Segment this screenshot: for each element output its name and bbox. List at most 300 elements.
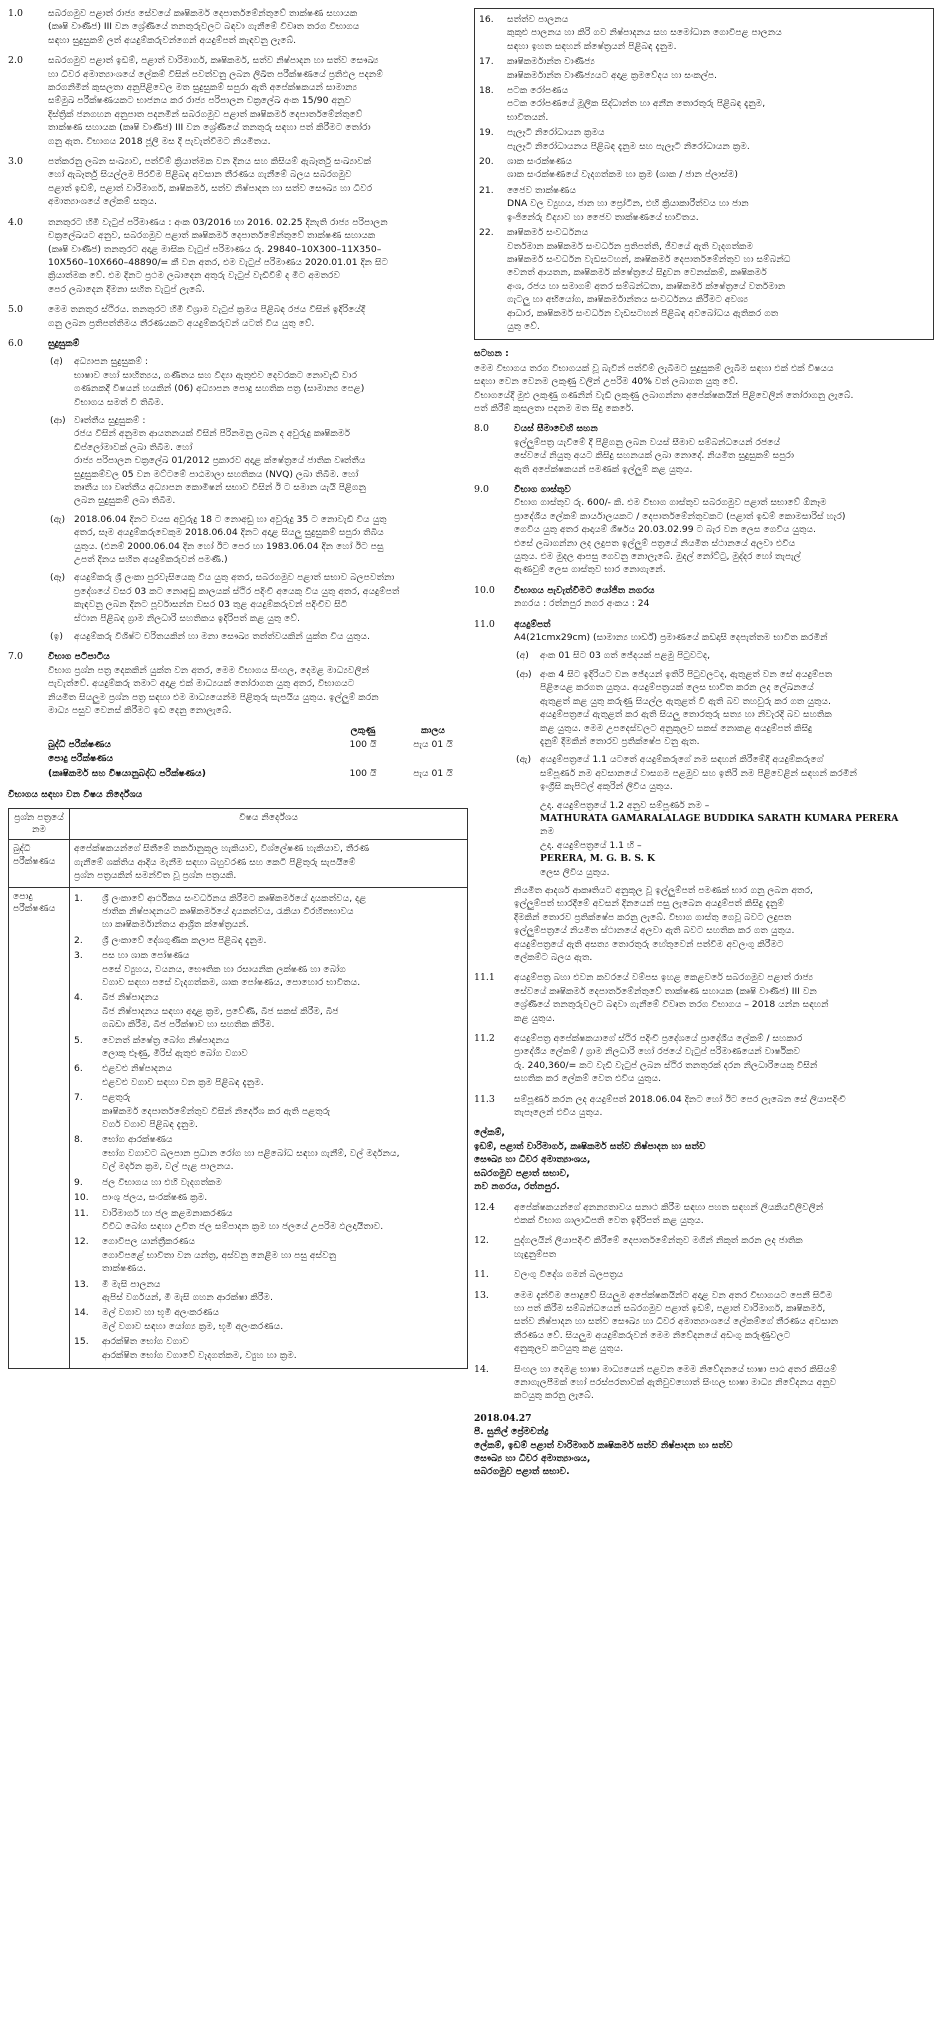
example-intro: උදා. අයදුම්පත්‍රයේ 1.2 අනුව සම්පූර්ණ නම – — [540, 799, 710, 811]
text-line: රජය විසින් අනුමත ආයතනයක් විසින් පිරිනමනු ලබන ද අවුරුදු කෘෂිකර්ම — [74, 428, 351, 440]
section-number: 11.3 — [474, 1093, 495, 1105]
subject-item — [74, 1336, 463, 1363]
text-line: වගාව සඳහා පසේ වැදගත්කම, ශාක පෝෂණය, පොහොර භාවිතය. — [102, 977, 361, 988]
subject-item — [74, 1192, 463, 1205]
table-row — [9, 840, 468, 887]
text-line: ශ්‍රී ලංකාවේ ආර්ථිකය සංවර්ධනය කිරීමට කෘෂිකර්මයේ දායකත්වය, දළ — [102, 892, 367, 904]
section-number: 14. — [474, 1363, 489, 1375]
text-line: වාරිමාර්ග හා ජල කළමනාකරණය — [102, 1207, 233, 1219]
syllabus-cell — [70, 887, 468, 1368]
text-line: බීජ නිෂ්පාදනය සඳහා අදාළ ක්‍රම, ප්‍රවේණි, බීජ සකස් කිරීම, බීජ — [102, 1005, 339, 1017]
text-line: මෙම තනතුර ස්ථිරය. තනතුරට හිමි විශ්‍රාම වැටුප් ක්‍රමය පිළිබඳ රජය විසින් ඉදිරියේදී — [48, 304, 366, 316]
section-number: 11. — [474, 1269, 489, 1281]
text-line: නියමිත සියලුම ප්‍රශ්න පත්‍ර සඳහා එම මාධ්‍යයෙන්ම පිළිතුරු සැපයිය යුතුය. ඉල්ලුම් කරන — [48, 691, 379, 703]
subject-number: 3. — [74, 950, 83, 962]
section-number: 11.0 — [474, 618, 495, 630]
subject-item — [74, 893, 463, 933]
text-line: පස හා ශාක පෝෂණය — [102, 950, 190, 962]
text-line: ලොකු ළූණු, මිරිස් ඇතුළු බෝග වගාව — [102, 1048, 248, 1060]
text-line: යුතුය. (එනම් 2000.06.04 දින හෝ ඊට පෙර හා 1983.06.04 දින හෝ ඊට පසු — [74, 540, 384, 552]
subject-item — [74, 1236, 463, 1276]
text-line: එළවළු වගාව සඳහා වන ක්‍රම පිළිබඳ දැනුම. — [102, 1076, 264, 1088]
subject-title: සත්ත්ව පාලනය — [507, 14, 569, 25]
text-line: ඩිප්ලෝමාවක් ලබා තිබීම. හෝ — [74, 441, 193, 453]
item-mark: (ඇ) — [50, 513, 66, 525]
qualification-character — [48, 631, 468, 643]
example-name: MATHURATA GAMARALALAGE BUDDIKA SARATH KUMARA PERERA — [540, 812, 899, 824]
table-row — [475, 9, 934, 340]
form-item — [514, 754, 934, 793]
section-number: 11.2 — [474, 1033, 495, 1045]
qualification-residence — [48, 572, 468, 625]
section-title: විභාගය පැවැත්වීමට යෝජිත නගරය — [514, 584, 655, 596]
text-line: පටක රෝපණයේ මූලික සිද්ධාන්ත හා අනීන තොරතුරු පිළිබඳ දැනුම, — [507, 98, 766, 110]
notice-date: 2018.04.27 — [474, 1412, 532, 1424]
section-12 — [474, 1235, 934, 1261]
text-line: බීජ නිෂ්පාදනය — [102, 992, 159, 1004]
text-line: යුතුය. එම මුදල ආපසු ගෙවනු නොලැබේ. මුදල් නෝට්ටු, මුද්දර හෝ තැපැල් — [514, 551, 801, 563]
text-line: ආරක්ෂිත භෝග වගාව — [102, 1336, 189, 1348]
text-line: හැඳුනුම්පත — [514, 1248, 557, 1260]
marks-header: ලකුණු — [350, 724, 376, 736]
text-line: පාංශු ජලය, සංරක්ෂණ ක්‍රම. — [102, 1192, 208, 1204]
text-line: අපේක්ෂකයන්ගේ අනන්‍යතාවය සනාථ කිරීම සඳහා පහත සඳහන් ලියකියවිලිවලින් — [514, 1201, 824, 1213]
text-line: DNA වල ව්‍යුහය, ජාන හා ප්‍රෝටීන, එහි ක්‍රියාකාරීත්වය හා ජාන — [507, 198, 749, 210]
section-5 — [8, 304, 468, 330]
text-line: මෙම දැන්වීම පොදුවේ සියලුම අපේක්ෂකයින්ට අදාළ වන අතර විභාගයට පෙනී සිටීම — [514, 1289, 833, 1301]
subject-number: 9. — [74, 1176, 83, 1188]
text-line: ලේකම්ට බලය ඇත. — [514, 952, 593, 963]
syllabus-title: විභාගය සඳහා වන විෂය නිර්දේශය — [8, 789, 143, 801]
table-header-cell: ප්‍රශ්න පත්‍රයේ නම — [9, 808, 70, 840]
note-title: සටහන : — [474, 348, 509, 360]
text-line: සිංහල හා දෙමළ භාෂා මාධ්‍යයෙන් පළවන මෙම නිවේදනයේ භාෂා පාඨ අතර කිසියම් — [514, 1363, 837, 1375]
text-line: ඉල්ලුම්පත් භාරදීමේ අවසන් දිනයෙන් පසු ලැබෙන අයදුම්පත් කිසිදු දැනුම් — [514, 898, 784, 910]
text-line: ආධාර, කෘෂිකර්ම සංවර්ධන වැඩසටහන් පිළිබඳ අවබෝධය ඇතිකර ගත — [507, 307, 779, 319]
text-line: ගබඩා කිරීම, බීජ පරීක්ෂාව හා සහතික කිරීම. — [102, 1019, 275, 1031]
text-line: සබරගමුව පළාත් ඉඩම්, පළාත් වාරිමාර්ග, කෘෂිකර්ම, සත්ව නිෂ්පාදන හා සත්ව සෞඛ්‍ය — [48, 55, 379, 67]
text-line: සඳහා ඉහත සඳහන් ක්ෂේත්‍රයන් පිළිබඳ දැනුම. — [507, 40, 677, 52]
text-line: කළ යුතුය. — [514, 1012, 555, 1024]
text-line: තීරණය වේ. සියලුම අයදුම්කරුවන් මෙම නිවේදනයේ අඩංගු කරුණුවලට — [514, 1329, 791, 1341]
text-line: ප්‍රදේශයේ වසර 03 කට නොඅඩු කාලයක් ස්ථිර පදිංචි අයෙකු විය යුතු අතර, අයදුම්පත් — [74, 585, 400, 597]
text-line: වර්තමාන කෘෂිකර්ම සංවර්ධන ප්‍රතිපත්ති, ජීවයේ ඇති වැදගත්කම — [507, 240, 754, 252]
subject-number: 6. — [74, 1063, 83, 1075]
text-line: පසේ ව්‍යුහය, වයනය, භෞතික හා රසායනික ලක්ෂණ හා බෝග — [102, 963, 346, 975]
signature-block — [474, 1413, 934, 1479]
subject-number: 2. — [74, 934, 83, 946]
table-header-cell: විෂය නිර්දේශය — [70, 808, 468, 840]
text-line: ගනු ලබන ප්‍රතිපත්තිමය තීරණයකට අයදුම්කරුවන් යටත් විය යුතු වේ. — [48, 317, 315, 329]
text-line: භෝග ආරක්ෂණය — [102, 1134, 173, 1146]
text-line: ප්‍රාදේශීය ලේකම් / ග්‍රාම නිලධාරි හෝ රජයේ වැටුප් පරිමාණයෙන් වාර්ෂිකව — [514, 1046, 801, 1058]
text-line: ශාක සංරක්ෂණයේ වැදගත්කම හා ක්‍රම (ශාක / ජාන ප්ලාස්ම) — [507, 169, 738, 181]
text-line: ශ්‍රී ලංකාවේ දේශගුණික කලාප පිළිබඳ දැනුම. — [102, 934, 267, 946]
text-line: ප්‍රාදේශීය ලේකම් කාර්යාලයකට / දෙපාර්තමේන්තුවකට (පළාත් ඉඩම් කොමසාරිස් හැර) — [514, 510, 846, 522]
subject-number: 15. — [74, 1336, 89, 1348]
text-line: ඇණවුම් ලෙස ගාස්තුව භාර නොගැනේ. — [514, 564, 666, 576]
text-line: භාවිතයන්. — [507, 111, 549, 123]
subject-number: 12. — [74, 1236, 89, 1248]
text-line: ඉංග්‍රීසි කැපිටල් අකුරින් ලිවිය යුතුය. — [540, 781, 673, 793]
example2-tail: ලෙස ලිවිය යුතුය. — [540, 866, 610, 878]
text-line: පුද්ගලයින් ලියාපදිංචි කිරීමේ දෙපාර්තමේන්තුව මගින් නිකුත් කරන ලද ජාතික — [514, 1235, 803, 1247]
address-line: ඉඩම්, පළාත් වාරිමාර්ග, කෘෂිකර්ම සත්ව නිෂ්පාදන හා සත්ව — [474, 1140, 706, 1152]
text-line: ගැනීමේ ශක්තිය ආදිය මැනීම සඳහා බහුවරණ සහ කෙටි පිළිතුරු සැපයීමේ — [74, 856, 356, 868]
section-qualifications — [8, 338, 468, 644]
right-column — [474, 8, 934, 1480]
paper-name: පොදු පරීක්ෂණය — [48, 753, 114, 765]
text-line: 2018.06.04 දිනට වයස අවුරුදු 18 ට නොඅඩු හා අවුරුදු 35 ට නොවැඩි විය යුතු — [74, 513, 387, 525]
text-line: කටයුතු කරනු ලැබේ. — [514, 1390, 594, 1402]
text-line: අයදුම්පත්‍රයේ ඇති අසත්‍ය තොරතුරු හේතුවෙන් පත්වීම අවලංගු කිරීමට — [514, 938, 784, 950]
text-line: අයදුම්පත්‍රයේ 1.1 යටතේ අයදුම්කරුගේ නම සඳහන් කිරීමේදී අයදුම්කරුගේ — [540, 754, 824, 766]
text-line: වෙනත් ආයතන, කෘෂිකර්ම ක්ෂේත්‍රයේ සිදුවන වෙනස්කම්, කෘෂිකර්ම — [507, 267, 767, 279]
qualification-age — [48, 514, 468, 567]
text-line: තෘතීය හා වෘත්තීය අධ්‍යාපන කොමිෂන් සභාව විසින් ඊ ට සමාන යැයි පිළිගනු — [74, 482, 366, 493]
text-line: ශ්‍රේණියේ තනතුරුවලට බඳවා ගැනීමේ විවෘත තරග විභාගය – 2018 යන්න සඳහන් — [514, 999, 829, 1011]
section-1 — [8, 8, 468, 47]
section-number: 12.4 — [474, 1201, 495, 1213]
text-line: විභාග ප්‍රශ්න පත්‍ර දෙකකින් යුක්ත වන අතර, මෙම විභාගය සිංහල, දෙමළ මාධ්‍යවලින් — [48, 664, 370, 676]
text-line: අතර, සෑම අයදුම්කරුවෙකුම 2018.06.04 දිනට අදාළ සියලු සුදුසුකම් සපුරා තිබිය — [74, 527, 384, 539]
text-line: ඉල්ලුම්පත්‍රයේ නියමිත ස්ථානයේ අලවා ඇති බවට සහතික කර ගත යුතුය. — [514, 925, 795, 937]
exam-papers-grid — [48, 724, 468, 782]
paper-time — [398, 752, 468, 766]
text-line: පළාත් ඉඩම්, පළාත් වාරිමාර්ග, කෘෂිකර්ම, සත්ව නිෂ්පාදන හා සත්ව සෞඛ්‍ය හා ධීවර — [48, 182, 373, 194]
section-number: 5.0 — [8, 304, 23, 316]
section-title: සුදුසුකම් — [48, 337, 80, 349]
subject-title: කෘෂිකර්ම සංවර්ධනය — [507, 227, 589, 239]
section-title: විභාග ගාස්තුව — [514, 484, 571, 495]
text-line: සේවයේ නියුතු අයට කිසිදු සහනයක් ලබා නොදේ. නියමිත සුදුසුකම් සපුරා — [514, 450, 795, 462]
text-line: වෙනත් ක්ෂේත්‍ර බෝග නිෂ්පාදනය — [102, 1034, 230, 1046]
text-line: භාෂාව හෝ සාහිත්‍යය, ගණිතය සහ විද්‍යා ඇතුළුව දෙවරකට නොවැඩි වාර — [74, 369, 358, 381]
item-mark: (අ) — [516, 650, 529, 662]
subject-item — [74, 1063, 463, 1090]
item-mark: (අ) — [50, 356, 63, 368]
text-line: සඳහා වෙන වෙනම ලකුණු වලින් උපරිම 40% වත් ලබාගත යුතු වේ. — [474, 376, 739, 388]
text-line: ගොවිපල යාන්ත්‍රීකරණය — [102, 1236, 196, 1248]
subject-number: 4. — [74, 992, 83, 1004]
subject-item — [479, 56, 929, 83]
text-line: උපත් දිනය සහිත අයදුම්කරුවන් පමණි.) — [74, 554, 228, 566]
section-number: 1.0 — [8, 8, 23, 19]
text-line: ගණනකදී විෂයන් හයකින් (06) අධ්‍යාපන පොදු සහතික පත්‍ර (සාමාන්‍ය පෙළ) — [74, 383, 365, 395]
section-number: 7.0 — [8, 651, 23, 663]
qualification-professional — [48, 415, 468, 508]
subject-number: 19. — [479, 127, 494, 139]
subject-title: ජෛව තාක්ෂණය — [507, 184, 577, 196]
text-line: සුදුසුකම්වල 05 වන මට්ටමේ පාඨමාලා සහතිකය (NVQ) ලබා තිබීම. හෝ — [74, 468, 359, 480]
section-10 — [474, 585, 934, 611]
text-line: එකක් විභාග ශාලාධිපති වෙත ඉදිරිපත් කළ යුතුය. — [514, 1214, 704, 1226]
signature-line: පී. සුනිල් ප්‍රේමචන්ද්‍ර — [474, 1426, 549, 1438]
section-14 — [474, 1364, 934, 1403]
text-line: එසේ ලබාගන්නා ලද ලදුපත ඉල්ලුම් පත්‍රයේ නියමිත ස්ථානයේ අලවා එවිය — [514, 537, 796, 549]
text-line: ගොවිපළේ භාවිතා වන යන්ත්‍ර, අස්වනු නෙළීම හා පසු අස්වනු — [102, 1249, 337, 1261]
text-line: කුකුළු පාලනය හා කිරි ගව නිෂ්පාදනය සහ සමෝධාන ගොවිපළ පාලනය — [507, 27, 782, 39]
text-line: කෘෂිකර්ම සංවර්ධන වැඩසටහන්, කෘෂිකර්ම දෙපාර්තමේන්තුව හා සම්බන්ධ — [507, 253, 791, 265]
text-line: සඳහා සුදුසුකම් ලත් අයදුම්කරුවන්ගෙන් අයදුම්පත් කැඳවනු ලැබේ. — [48, 34, 297, 46]
example-tail: නම — [540, 826, 555, 838]
text-line: භෝග වගාවට බලපාන ප්‍රධාන රෝග හා පළිබෝධ සඳහා ගැනීම්, වල් මර්දනය, — [102, 1147, 400, 1159]
text-line: අංශ, රජය හා සමාගම් අතර සම්බන්ධතා, කෘෂිකර්ම ක්ෂේත්‍රයේ වර්තමාන — [507, 280, 786, 292]
subject-item — [74, 1092, 463, 1132]
syllabus-block — [8, 789, 468, 1369]
text-line: ඉල්ලුම්පත්‍ර යැවීමේ දී පිළිගනු ලබන වයස් සීමාව සම්බන්ධයෙන් රජයේ — [514, 436, 781, 448]
grid-spacer — [48, 724, 328, 738]
text-line: අනුකූලව කටයුතු කළ යුතුය. — [514, 1343, 624, 1355]
text-line: හා පත් කිරීම සම්බන්ධයෙන් සබරගමුව පළාත් ඉඩම්, පළාත් වාරිමාර්ග, කෘෂිකර්ම, — [514, 1302, 826, 1314]
address-block — [474, 1127, 934, 1193]
text-line: හෝ ඇබෑර්තු සියල්ලම පිරවීම පිළිබඳ අවසාන තීරණය ගැනීමේ බලය සබරගමුව — [48, 169, 352, 181]
subject-item — [479, 127, 929, 154]
text-line: විවිධ බෝග සඳහා උචිත ජල සම්පාදන ක්‍රම හා ජලයේ උපරිම ඵලදායීතාව. — [102, 1220, 384, 1232]
item-mark: (ඇ) — [516, 754, 532, 766]
subject-number: 16. — [479, 14, 494, 25]
text-line: පැලෑටි නිරෝධායනය පිළිබඳ දැනුම සහ පැලෑටි නිරෝධායන ක්‍රම. — [507, 140, 750, 152]
text-line: වලංගු විදේශ ගමන් බලපත්‍රය — [514, 1269, 624, 1281]
subject-item — [479, 185, 929, 225]
text-line: පත්කරනු ලබන සංඛ්‍යාව, පත්වීම් ක්‍රියාත්මක වන දිනය සහ කිසියම් ඇබෑර්තු සංඛ්‍යාවක් — [48, 156, 372, 168]
text-line: විභාගය සමත් වී තිබීම. — [74, 396, 164, 408]
section-number: 10.0 — [474, 584, 495, 596]
text-line: ජල විභාගය හා එහි වැදගත්කම — [102, 1176, 222, 1188]
text-line: කළ යුතුය. මෙම උපදෙස්වලට අනුකූලව සකස් නොකළ අයදුම්පත් කිසිදු — [540, 722, 813, 734]
section-11-3 — [474, 1094, 934, 1120]
text-line: රාජ්‍ය පරිපාලන චක්‍රලේඛ 01/2012 ප්‍රකාරව අදාළ ක්ෂේත්‍රයේ ජාතික වෘත්තීය — [74, 455, 366, 467]
note-block — [474, 348, 934, 415]
subject-number: 11. — [74, 1207, 89, 1219]
subject-item — [479, 156, 929, 183]
text-line: අංක 4 සිට ඉදිරියට වන ජේදයන් ඉතිරි පිටුවලටද, ඇතුළත් වන සේ අයදුම්පත — [540, 668, 833, 680]
text-line: තැපෑලෙන් එවිය යුතුය. — [514, 1107, 603, 1119]
section-number: 12. — [474, 1235, 489, 1247]
text-line: මාධ්‍ය පසුව වෙනස් කිරීමට ඉඩ දෙනු නොලැබේ. — [48, 705, 232, 717]
section-11-passport — [474, 1269, 934, 1281]
text-line: තාක්ෂණය. — [102, 1263, 147, 1275]
text-line: (කෘෂි වාණිජ) III වන ශ්‍රේණියේ තනතුරුවලට බඳවා ගැනීමේ විවෘත තරග විභාගය — [48, 21, 360, 33]
example2-intro: උදා. අයදුම්පත්‍රයේ 1.1 හි – — [540, 839, 642, 851]
subject-number: 13. — [74, 1278, 89, 1290]
paper-time: පැය 01 යි — [413, 738, 453, 750]
paper-cell: බුද්ධි පරීක්ෂණය — [9, 840, 70, 887]
table-header-row — [9, 808, 468, 840]
text-line: දිස්ත්‍රික් ජනගහන අනුපාත පදනමින් සබරගමුව පළාත් කෘෂිකර්ම දෙපාර්තමේන්තුවේ — [48, 108, 363, 120]
text-line: අමාත්‍යාංශයේ ලේකම් සතුය. — [48, 196, 157, 208]
paper-marks — [328, 752, 398, 766]
text-line: නගරය : රත්නපුර නගර අංකය : 24 — [514, 598, 650, 610]
section-exam-scheme — [8, 651, 468, 781]
text-line: A4(21cmx29cm) (සාමාන්‍ය හාර්ඩ්) ප්‍රමාණයේ කඩදාසි දෙපැත්තම භාවිත කරමින් — [514, 632, 828, 644]
text-line: පිළියෙළ කරගත යුතුය. අයදුම්පත්‍රයක් ලෙස භාවිත කරන ලද ලේඛනයේ — [540, 682, 814, 694]
paper-marks: 100 යි — [349, 738, 377, 750]
text-line: අයදුම්කරු විශිෂ්ට චරිතයකින් හා මනා සෞඛ්‍ය තත්ත්වයකින් යුක්ත විය යුතුය. — [74, 631, 370, 643]
address-line: ලේකම්, — [474, 1127, 505, 1139]
text-line: අයදුම්පත්‍ර බහා එවන කවරයේ වම්පස ඉහළ කෙළවරේ සබරගමුව පළාත් රාජ්‍ය — [514, 972, 814, 984]
text-line: අංක 01 සිට 03 ගත් ජේදයක් පළමු පිටුවටද, — [540, 650, 711, 662]
qualification-education — [48, 356, 468, 409]
subject-number: 21. — [479, 184, 494, 196]
subject-number: 5. — [74, 1034, 83, 1046]
text-line: දැනුම් දීමකින් තොරව ප්‍රතික්ෂේප වනු ඇත. — [540, 735, 700, 747]
subject-number: 7. — [74, 1092, 83, 1104]
text-line: ඇපිස් වර්ගයන්, මී මැසි ගහන ආරක්ෂා කිරීම. — [102, 1291, 273, 1303]
text-line: කෘෂිකර්ම දෙපාර්තමේන්තුව විසින් නිර්දේශ කර ඇති පළතුරු — [102, 1105, 331, 1117]
section-11-2 — [474, 1033, 934, 1086]
time-header: කාලය — [420, 724, 446, 736]
address-line: නව නගරය, රත්නපුර. — [474, 1181, 560, 1193]
form-item — [514, 650, 934, 662]
text-line: හා ධීවර අමාත්‍යාංශයේ ලේකම් විසින් පවත්වනු ලබන ලිඛිත පරීක්ෂණයේ ප්‍රතිඵල පදනම් — [48, 68, 383, 80]
subject-item — [74, 1177, 463, 1190]
text-line: හා කෘෂිකර්මාන්තය ආශ්‍රිත ක්ෂේත්‍රයන්. — [102, 919, 249, 931]
text-line: ආරක්ෂිත භෝග වගාවේ වැදගත්කම, ව්‍යුහ හා ක්‍රම. — [102, 1349, 297, 1361]
text-line: ස්ථාන පිළිබඳ ග්‍රාම නිලධාරි සහතිකය ඉදිරිපත් කළ යුතු වේ. — [74, 612, 300, 624]
address-line: සබරගමුව පළාත් සභාව, — [474, 1167, 570, 1179]
section-number: 6.0 — [8, 337, 23, 349]
text-line: නියමිත ආදර්ශ ආකෘතියට අනුකූල වූ ඉල්ලුම්පත් පමණක් භාර ගනු ලබන අතර, — [514, 884, 813, 896]
section-number: 2.0 — [8, 55, 23, 67]
section-9 — [474, 484, 934, 577]
form-item — [514, 669, 934, 748]
paper-marks: 100 යි — [349, 767, 377, 779]
signature-line: සෞඛ්‍ය හා ධීවර අමාත්‍යාංශය, — [474, 1453, 591, 1464]
section-3 — [8, 156, 468, 209]
text-line: සම්පූර්ණ කරන ලද අයදුම්පත් 2018.06.04 දිනට හෝ ඊට පෙර ලැබෙන සේ ලියාපදිංචි — [514, 1093, 846, 1105]
text-line: ලබන සුදුසුකම් ලබා තිබීම. — [74, 495, 176, 507]
subject-item — [74, 1134, 463, 1174]
section-number: 13. — [474, 1289, 489, 1301]
text-line: රු. 240,360/= කට වැඩි වැටුප් ලබන ස්ථිර තනතුරක් දරන නිලධාරියෙකු විසින් — [514, 1059, 818, 1071]
text-line: සබරගමුව පළාත් රාජ්‍ය සේවයේ කෘෂිකර්ම දෙපාර්තමේන්තුවේ තාක්ෂණ සහායක — [48, 8, 358, 19]
text-line: ප්‍රශ්න පත්‍රයකින් සමන්විත වූ ප්‍රශ්න පත්‍රයකි. — [74, 870, 237, 882]
item-mark: (ආ) — [516, 668, 532, 680]
text-line: ගනු ඇත. විභාගය 2018 ජූලි මස දී පැවැත්වීමට නියමිතය. — [48, 135, 271, 147]
text-line: ගැටලු හා අභියෝග, කෘෂිකර්මාන්තය සංවර්ධනය කිරීමට අවශ්‍ය — [507, 294, 749, 306]
paper-name: (කෘෂිකර්ම සහ විෂයානුබද්ධ පරීක්ෂණය) — [48, 767, 206, 779]
syllabus-continuation-table — [474, 8, 934, 340]
name-example — [514, 800, 934, 879]
text-line: නොගැලපීමක් හෝ පරස්පරතාවක් ඇතිවුවහොත් සිංහල භාෂා මාධ්‍ය නිවේදනය අනුව — [514, 1376, 837, 1388]
text-line: විභාගයේදී මුළු ලකුණු ගණනින් වැඩි ලකුණු ලබාගන්නා අපේක්ෂකයින් පිළිවෙලින් තෝරාගනු ලැබේ. — [474, 389, 854, 401]
subject-number: 10. — [74, 1192, 89, 1204]
section-2 — [8, 55, 468, 148]
text-line: දීමකින් තොරව ප්‍රතික්ෂේප කරනු ලැබේ. විභාග ගාස්තු ගෙවූ බවට ලදුපත — [514, 911, 792, 923]
text-line: කැඳවනු ලබන දිනට පූර්වාසන්න වසර 03 තුළ අයදුම්කරුවන් පදිංචිව සිටි — [74, 599, 348, 611]
subject-item — [74, 1307, 463, 1334]
text-line: තාක්ෂණ සහායක (කෘෂි වාණිජ) III වන ශ්‍රේණියේ තනතුරු සඳහා පත් කිරීමට තෝරා — [48, 122, 371, 134]
section-4 — [8, 217, 468, 296]
section-8 — [474, 423, 934, 476]
text-line: ඇතුළත් කළ යුතු කරුණු සියල්ල ඇතුළත් වී ඇති බව තහවුරු කර ගත යුතුය. — [540, 695, 831, 707]
text-line: පත් කිරීම් කුසලතා පදනම මත සිදු කෙරේ. — [474, 402, 634, 414]
subject-item — [74, 1208, 463, 1235]
section-number: 3.0 — [8, 156, 23, 168]
subject-title: පැලෑටි නිරෝධායන ක්‍රමය — [507, 127, 605, 139]
item-title: වෘත්තීය සුදුසුකම් : — [74, 414, 146, 426]
text-line: අයදුම්පත්‍රයේ ඇතුළත් කර ඇති සියලු තොරතුරු සත්‍ය හා නිවැරදි බව සහතික — [540, 709, 832, 721]
signature-line: සබරගමුව පළාත් සභාව. — [474, 1466, 570, 1478]
section-13 — [474, 1290, 934, 1356]
item-mark: (ඉ) — [50, 631, 63, 643]
section-number: 4.0 — [8, 216, 23, 228]
paper-cell: පොදු පරීක්ෂණය — [9, 887, 70, 1368]
text-line: සහතික කර ලේකම් වෙත එවිය යුතුය. — [514, 1073, 662, 1085]
text-line: කෘෂිකර්මාන්ත වාණිජ්‍යයට අදාළ ක්‍රමවේදය හා සංකල්ප. — [507, 69, 717, 81]
text-line: පැවැත්වේ. අයදුම්කරු තමාට අදාළ එක් මාධ්‍යයක් තෝරාගත යුතු අතර, විභාගයට — [48, 678, 355, 690]
section-12-4 — [474, 1202, 934, 1228]
item-mark: (ඈ) — [50, 572, 66, 584]
paper-time: පැය 01 යි — [413, 767, 453, 779]
left-column — [8, 8, 468, 1369]
text-line: පළතුරු — [102, 1092, 131, 1104]
subject-item — [74, 992, 463, 1032]
text-line: ජාතික නිෂ්පාදනයට කෘෂිකර්මයේ දායකත්වය, රැකියා විරහිතභාවය — [102, 905, 354, 917]
text-line: (කෘෂි වාණිජ) තනතුරට අදාළ මාසික වැටුප් පරිමාණය රු. 29840–10X300–11X350– — [48, 243, 382, 255]
section-title: වයස් සීමාවෙහි සහන — [514, 423, 598, 435]
text-line: යුතු වේ. — [507, 320, 540, 332]
subject-number: 8. — [74, 1134, 83, 1146]
text-line: ක්‍රියාත්මක වේ. එම දිනට ප්‍රථම ලබාදෙන අතුරු වැටුප් වැඩිවීම් ද මීට අමතරව — [48, 270, 341, 282]
text-line: වර්ග වගාව පිළිබඳ දැනුම. — [102, 1119, 198, 1131]
subject-item — [479, 14, 929, 54]
text-line: සම්මුඛ පරීක්ෂණයකට භාජනය කර රාජ්‍ය පරිපාලන චක්‍රලේඛ අංක 15/90 අනුව — [48, 95, 352, 107]
text-line: සත්ව නිෂ්පාදන හා සත්ව සෞඛ්‍ය හා ධීවර අමාත්‍යාංශයේ ලේකම්ගේ තීරණය අවසාන — [514, 1316, 839, 1328]
subject-title: පටක රෝපණය — [507, 85, 569, 97]
syllabus-table — [8, 808, 468, 1369]
address-line: සෞඛ්‍ය හා ධීවර අමාත්‍යාංශය, — [474, 1154, 591, 1166]
section-number: 9.0 — [474, 484, 489, 495]
signature-line: ලේකම්, ඉඩම් පළාත් වාරිමාර්ග කෘෂිකර්ම සත්ව නිෂ්පාදන හා සත්ව — [474, 1439, 733, 1451]
text-line: අපේක්ෂකයන්ගේ සිතීමේ තර්කානුකූල හැකියාව, විශ්ලේෂණ හැකියාව, තීරණ — [74, 843, 370, 855]
subject-number: 1. — [74, 892, 83, 904]
subject-item — [479, 227, 929, 334]
text-line: ගෙවිය යුතු අතර ආදායම් ශීර්ෂය 20.03.02.99 ට බැර වන ලෙස ගෙවිය යුතුය. — [514, 524, 816, 536]
item-mark: (ආ) — [50, 414, 66, 426]
text-line: මී මැසි පාලනය — [102, 1278, 161, 1290]
subject-number: 14. — [74, 1307, 89, 1319]
text-line: අයදුම්පත්‍ර අපේක්ෂකයාගේ ස්ථිර පදිංචි ප්‍රදේශයේ ප්‍රාදේශීය ලේකම් / සහකාර — [514, 1033, 803, 1045]
text-line: පෙර ලබාදෙන දීමනා සහිත වැටුප් ලැබේ. — [48, 283, 205, 295]
text-line: ඉංජිනේරු විද්‍යාව හා ජෛව තාක්ෂණයේ භාවිතය. — [507, 211, 699, 223]
subject-title: කෘෂිකර්මාන්ත වාණිජ්‍ය — [507, 56, 595, 68]
subject-title: ශාක සංරක්ෂණය — [507, 156, 573, 168]
text-line: මල් වගාව හා භූමි අලංකරණය — [102, 1307, 220, 1319]
text-line: මල් වගාව සඳහා යෝග්‍ය ක්‍රම, භූමි අලංකරණය. — [102, 1320, 284, 1332]
syllabus-cell — [475, 9, 934, 340]
example2-name: PERERA, M. G. B. S. K — [540, 853, 656, 865]
subject-item — [74, 935, 463, 948]
subject-number: 20. — [479, 156, 494, 168]
table-row — [9, 887, 468, 1368]
subject-item — [479, 85, 929, 125]
subject-item — [74, 1279, 463, 1306]
section-number: 11.1 — [474, 972, 495, 984]
subject-number: 18. — [479, 85, 494, 97]
text-line: තනතුරට හිමි වැටුප් පරිමාණය : අංක 03/2016 හා 2016. 02.25 දිනැති රාජ්‍ය පරිපාලන — [48, 216, 388, 228]
section-title: විභාග පටිපාටිය — [48, 651, 110, 663]
text-line: අයදුම්කරු ශ්‍රී ලංකා පුරවැසියෙකු විය යුතු අතර, සබරගමුව පළාත් සභාව බලපවත්නා — [74, 572, 395, 584]
subject-item — [74, 1035, 463, 1062]
text-line: එළවළු නිෂ්පාදනය — [102, 1063, 173, 1075]
subject-number: 22. — [479, 227, 494, 239]
text-line: ඇති අපේක්ෂකයන් පමණක් ඉල්ලුම් කළ යුතුය. — [514, 463, 693, 475]
text-line: සේවයේ කෘෂිකර්ම දෙපාර්තමේන්තුවේ තාක්ෂණ සහායක (කෘෂි වාණිජ) III වන — [514, 985, 817, 997]
text-line: කරගනිමින් කුසලතා අනුපිළිවෙල මත සුදුසුකම් සපුරා ඇති අපේක්ෂකයන් සාමාන්‍ය — [48, 82, 358, 94]
text-line: 10X560–10X660–48890/= කී වන අතර, එම වැටුප් පරිමාණය 2020.01.01 දින සිට — [48, 256, 389, 268]
